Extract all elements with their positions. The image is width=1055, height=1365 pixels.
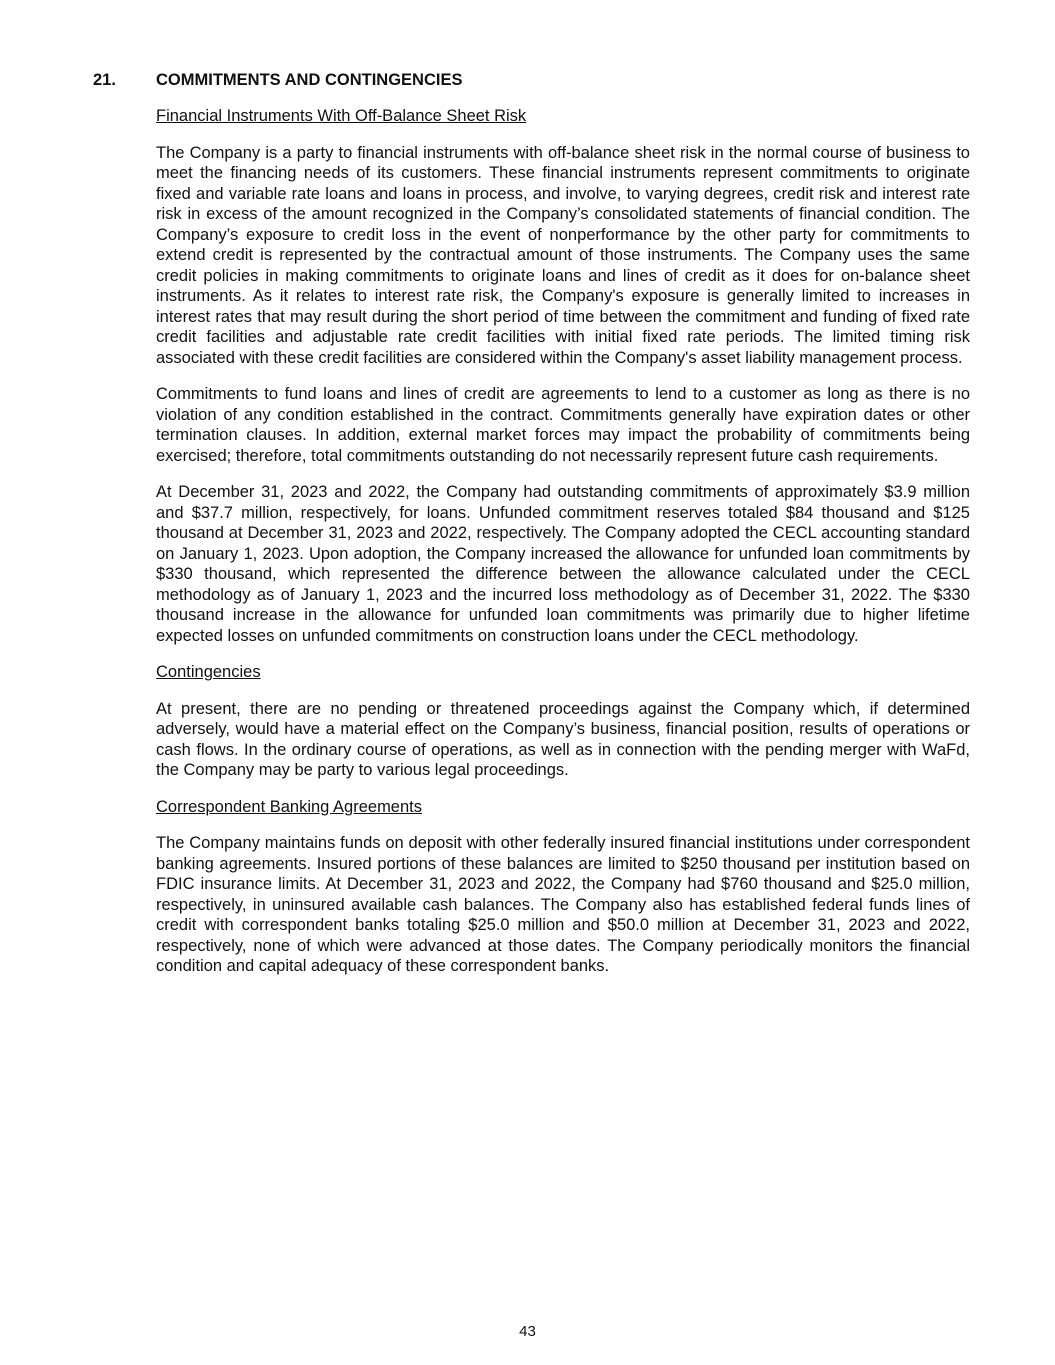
- section-number: 21.: [93, 71, 116, 89]
- section-title: COMMITMENTS AND CONTINGENCIES: [156, 71, 463, 89]
- paragraph-off-balance-sheet-risk: The Company is a party to financial instruments with off-balance sheet risk in the normal course of business to meet the financing needs of its customers. These financial instruments represent commitments to originate fixed and variable rate loans and loans in process, and involve, to varying degrees, credit risk and interest rate risk in excess of the amount recognized in the Company’s consolidated statements of financial condition. The Company’s exposure to credit loss in the event of nonperformance by the other party for commitments to extend credit is represented by the contractual amount of those instruments. The Company uses the same credit policies in making commitments to originate loans and lines of credit as it does for on-balance sheet instruments. As it relates to interest rate risk, the Company's exposure is generally limited to increases in interest rates that may result during the short period of time between the commitment and funding of fixed rate credit facilities and adjustable rate credit facilities with initial fixed rate periods. The limited timing risk associated with these credit facilities are considered within the Company's asset liability management process.: [156, 143, 970, 367]
- subheading-off-balance-sheet-risk: Financial Instruments With Off-Balance Sheet Risk: [156, 107, 527, 125]
- subheading-correspondent-banking: Correspondent Banking Agreements: [156, 797, 422, 816]
- paragraph-contingencies: At present, there are no pending or threatened proceedings against the Company which, if determined adversely, would have a material effect on the Company’s business, financial position, results of operations or cash flows. In the ordinary course of operations, as well as in connection with the pending merger with WaFd, the Company may be party to various legal proceedings.: [156, 699, 970, 779]
- paragraph-correspondent-banking: The Company maintains funds on deposit with other federally insured financial institutions under correspondent banking agreements. Insured portions of these balances are limited to $250 thousand per institution based on FDIC insurance limits. At December 31, 2023 and 2022, the Company had $760 thousand and $25.0 million, respectively, in uninsured available cash balances. The Company also has established federal funds lines of credit with correspondent banks totaling $25.0 million and $50.0 million at December 31, 2023 and 2022, respectively, none of which were advanced at those dates. The Company periodically monitors the financial condition and capital adequacy of these correspondent banks.: [156, 834, 970, 975]
- paragraph-commitments-to-fund: Commitments to fund loans and lines of credit are agreements to lend to a customer as long as there is no violation of any condition established in the contract. Commitments generally have expiration dates or other termination clauses. In addition, external market forces may impact the probability of commitments being exercised; therefore, total commitments outstanding do not necessarily represent future cash requirements.: [156, 385, 970, 465]
- subheading-contingencies: Contingencies: [156, 663, 261, 681]
- page-number: 43: [519, 1323, 536, 1340]
- section-body: [156, 106, 970, 993]
- paragraph-outstanding-commitments: At December 31, 2023 and 2022, the Company had outstanding commitments of approximately $3.9 million and $37.7 million, respectively, for loans. Unfunded commitment reserves totaled $84 thousand and $125 thousand at December 31, 2023 and 2022, respectively. The Company adopted the CECL accounting standard on January 1, 2023. Upon adoption, the Company increased the allowance for unfunded loan commitments by $330 thousand, which represented the difference between the allowance calculated under the CECL methodology as of January 1, 2023 and the incurred loss methodology as of December 31, 2022. The $330 thousand increase in the allowance for unfunded loan commitments was primarily due to higher lifetime expected losses on unfunded commitments on construction loans under the CECL methodology.: [156, 483, 970, 645]
